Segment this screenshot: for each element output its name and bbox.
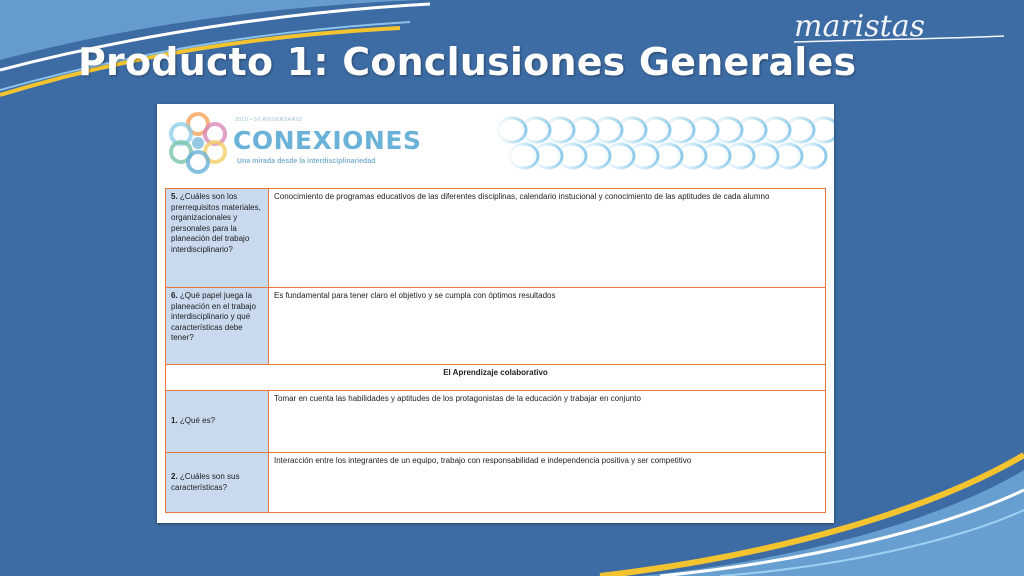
decorative-pattern	[492, 110, 834, 178]
answer-cell: Es fundamental para tener claro el objetivo y se cumpla con óptimos resultados	[269, 288, 826, 365]
conexiones-name: CONEXIONES	[233, 126, 422, 155]
questions-table	[165, 188, 826, 513]
brand-text: maristas	[794, 9, 926, 44]
question-cell: 5. ¿Cuáles son los prerrequisitos materiales, organizacionales y personales para la planeación del trabajo interdisciplinario?	[166, 189, 269, 288]
table-row	[166, 391, 826, 453]
question-cell: 6. ¿Qué papel juega la planeación en el trabajo interdisciplinario y qué características debe tener?	[166, 288, 269, 365]
document-image	[157, 104, 834, 523]
maristas-logo	[790, 6, 1010, 46]
table-row	[166, 189, 826, 288]
answer-cell: Interacción entre los integrantes de un equipo, trabajo con responsabilidad e independencia positiva y ser competitivo	[269, 453, 826, 513]
conexiones-subtitle: Una mirada desde la interdisciplinariedad	[237, 158, 376, 165]
slide-title: Producto 1: Conclusiones Generales	[78, 40, 857, 84]
conexiones-small-label: 2010 • 50 ANIVERSARIO	[235, 117, 303, 123]
section-title: El Aprendizaje colaborativo	[166, 365, 826, 391]
table-row	[166, 453, 826, 513]
conexiones-logo-icon	[165, 110, 231, 176]
question-cell: 2. ¿Cuáles son sus características?	[166, 453, 269, 513]
question-cell: 1. ¿Qué es?	[166, 391, 269, 453]
answer-cell: Tomar en cuenta las habilidades y aptitudes de los protagonistas de la educación y trabajar en conjunto	[269, 391, 826, 453]
section-row	[166, 365, 826, 391]
table-row	[166, 288, 826, 365]
answer-cell: Conocimiento de programas educativos de las diferentes disciplinas, calendario instucional y conocimiento de las aptitudes de cada alumno	[269, 189, 826, 288]
document-header	[157, 104, 834, 186]
